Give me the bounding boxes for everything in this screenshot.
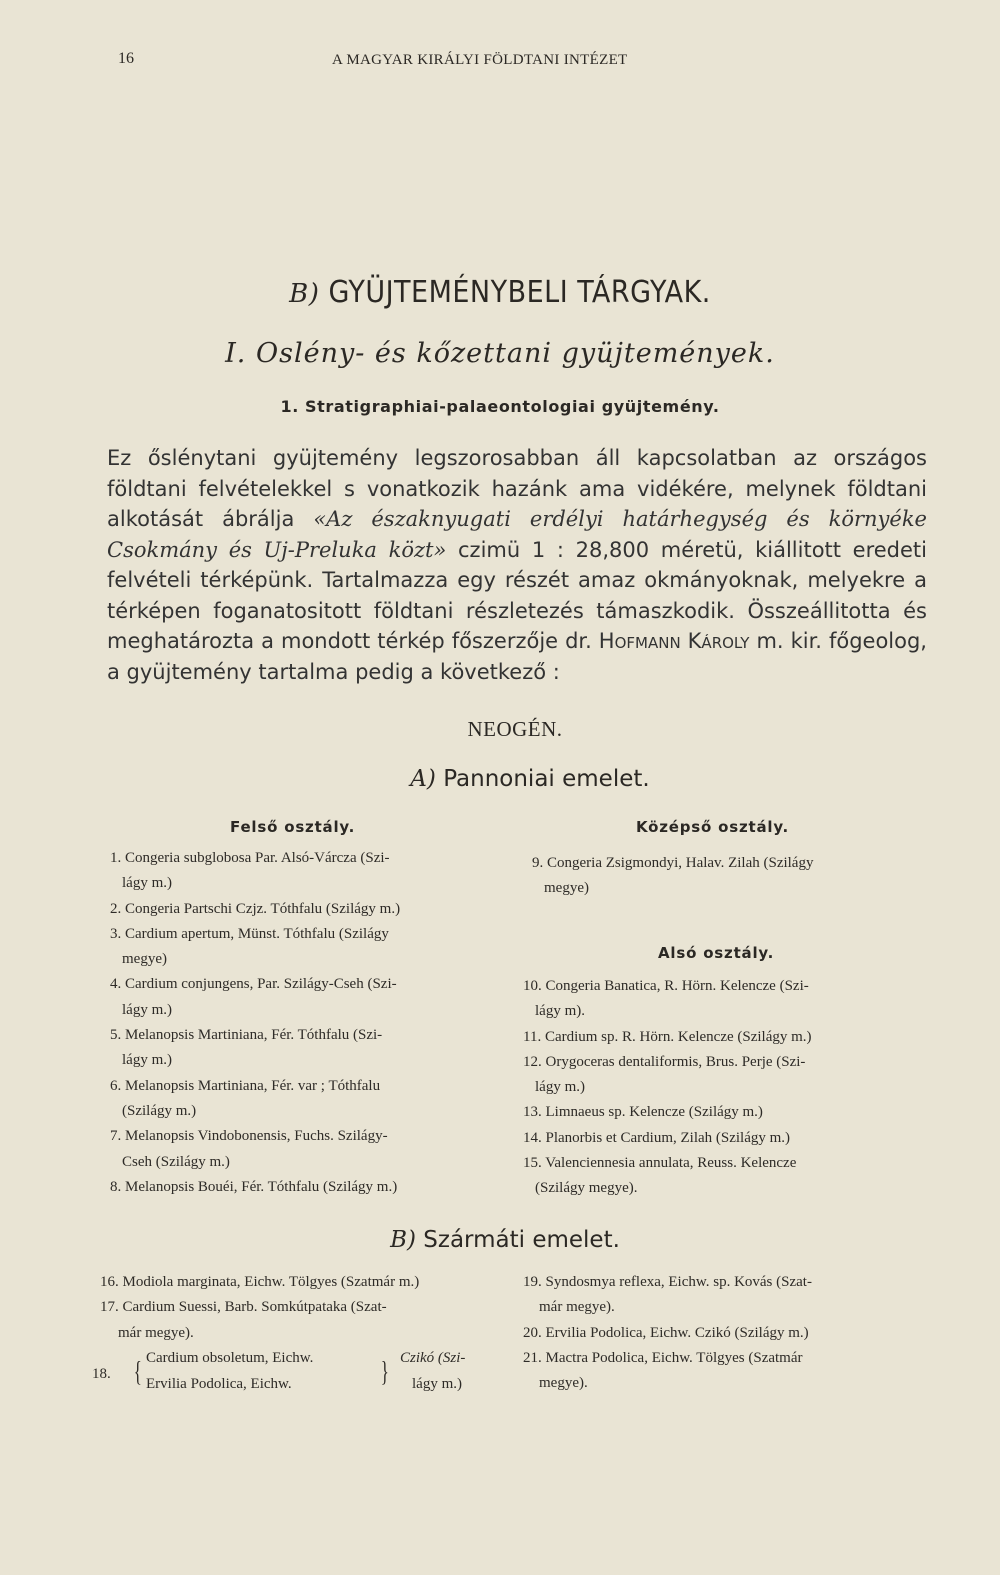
list-item-cont: megye): [122, 951, 167, 968]
list-item: 4. Cardium conjungens, Par. Szilágy-Cseh (Szi-: [110, 976, 397, 993]
list-item-cont: megye).: [539, 1375, 588, 1392]
list-item: 13. Limnaeus sp. Kelencze (Szilágy m.): [523, 1104, 763, 1121]
list-item: 17. Cardium Suessi, Barb. Somkútpataka (Szat-: [100, 1299, 387, 1316]
list-item-cont: megye): [544, 880, 589, 897]
list-item: 10. Congeria Banatica, R. Hörn. Kelencze (Szi-: [523, 978, 809, 994]
szarmat-heading: [0, 1227, 1000, 1253]
list-item: 12. Orygoceras dentaliformis, Brus. Perje (Szi-: [523, 1053, 806, 1070]
item-18-locality-text: Czikó (Szi-: [400, 1350, 466, 1366]
list-item-cont: Cseh (Szilágy m.): [122, 1153, 230, 1170]
list-item: 11. Cardium sp. R. Hörn. Kelencze (Szilágy m.): [523, 1028, 812, 1045]
intro-paragraph: [107, 443, 927, 687]
pannon-title: Pannoniai emelet.: [443, 766, 650, 792]
item-18-left-brace: {: [133, 1357, 142, 1388]
list-item-cont: lágy m).: [535, 1003, 585, 1020]
szarmat-marker: B): [390, 1227, 416, 1253]
kozepso-list: [532, 851, 813, 902]
list-item: 16. Modiola marginata, Eichw. Tölgyes (Szatmár m.): [100, 1274, 420, 1290]
list-item-cont: lágy m.): [122, 1001, 172, 1018]
felso-list: [110, 846, 400, 1200]
item-18-number: 18.: [92, 1366, 111, 1382]
also-heading: Alsó osztály.: [658, 944, 775, 962]
item-18-locality-2: lágy m.): [412, 1376, 462, 1392]
author-name: Hofmann Károly: [598, 629, 750, 653]
list-item: 6. Melanopsis Martiniana, Fér. var ; Tóthfalu: [110, 1077, 381, 1094]
neogen-heading: NEOGÉN.: [467, 717, 563, 741]
list-item: 21. Mactra Podolica, Eichw. Tölgyes (Szatmár: [523, 1349, 803, 1366]
list-item-cont: (Szilágy m.): [122, 1102, 197, 1119]
list-item: 7. Melanopsis Vindobonensis, Fuchs. Szilágy-: [110, 1128, 388, 1145]
item-18-locality-1: [400, 1346, 465, 1371]
list-item: 20. Ervilia Podolica, Eichw. Czikó (Szilágy m.): [523, 1324, 809, 1341]
item-18-right-brace: }: [380, 1357, 389, 1388]
list-item-cont: már megye).: [118, 1324, 194, 1341]
szarmat-right-list: [523, 1270, 812, 1396]
szarmat-left-list: [100, 1270, 419, 1346]
list-item: 1. Congeria subglobosa Par. Alsó-Várcza (Szi-: [110, 850, 390, 866]
list-item: 15. Valenciennesia annulata, Reuss. Kelencze: [523, 1155, 797, 1172]
szarmat-title: Szármáti emelet.: [423, 1227, 620, 1253]
item-18-species-b: Ervilia Podolica, Eichw.: [146, 1376, 292, 1392]
section-i-heading: I. Oslény- és kőzettani gyüjtemények.: [225, 338, 775, 369]
list-item: 2. Congeria Partschi Czjz. Tóthfalu (Szilágy m.): [110, 900, 401, 917]
list-item: 19. Syndosmya reflexa, Eichw. sp. Kovás (Szat-: [523, 1274, 812, 1290]
list-item-cont: lágy m.): [535, 1079, 585, 1096]
list-item: 8. Melanopsis Bouéi, Fér. Tóthfalu (Szilágy m.): [110, 1178, 398, 1195]
also-list: [523, 974, 812, 1202]
list-item-cont: lágy m.): [122, 1052, 172, 1069]
felso-heading: Felső osztály.: [230, 818, 356, 836]
kozepso-heading: Középső osztály.: [636, 818, 790, 836]
intro-text-3: m. kir. főgeolog, a gyüjtemény tartalma pedig a következő :: [107, 629, 927, 684]
intro-text-2: czimü 1 : 28,800 méretü, kiállitott eredeti felvételi térképünk. Tartalmazza egy részét amaz okmányoknak, melyekre a térképen foganatositott földtani részletezés támaszkodik. Összeállitotta és meghatározta a mondott térkép főszerzője dr.: [107, 537, 928, 653]
list-item: 9. Congeria Zsigmondyi, Halav. Zilah (Szilágy: [532, 855, 814, 871]
intro-text-1: Ez őslénytani gyüjtemény legszorosabban áll kapcsolatban az országos földtani felvételekkel s vonatkozik hazánk ama vidékére, melynek földtani alkotását ábrálja: [107, 446, 927, 531]
list-item: 14. Planorbis et Cardium, Zilah (Szilágy m.): [523, 1129, 791, 1146]
section-b-title: GYÜJTEMÉNYBELI TÁRGYAK.: [328, 275, 711, 310]
map-title: «Az északnyugati erdélyi határhegység és környéke Csokmány és Uj-Preluka közt»: [107, 507, 927, 562]
page-number: 16: [118, 50, 134, 67]
item-18-species-a: Cardium obsoletum, Eichw.: [146, 1350, 314, 1366]
section-b-heading: [0, 275, 1000, 310]
list-item-cont: lágy m.): [122, 875, 172, 892]
bleed-through-texture: [95, 85, 935, 365]
pannon-marker: A): [410, 766, 436, 792]
list-item-cont: (Szilágy megye).: [535, 1180, 638, 1197]
list-item: 3. Cardium apertum, Münst. Tóthfalu (Szilágy: [110, 925, 389, 942]
running-title: A MAGYAR KIRÁLYI FÖLDTANI INTÉZET: [332, 52, 628, 68]
list-item-cont: már megye).: [539, 1299, 615, 1316]
list-item: 5. Melanopsis Martiniana, Fér. Tóthfalu (Szi-: [110, 1027, 383, 1044]
section-1-heading: 1. Stratigraphiai-palaeontologiai gyüjtemény.: [280, 397, 720, 416]
pannon-heading: [0, 766, 1000, 792]
section-b-marker: B): [289, 279, 320, 309]
